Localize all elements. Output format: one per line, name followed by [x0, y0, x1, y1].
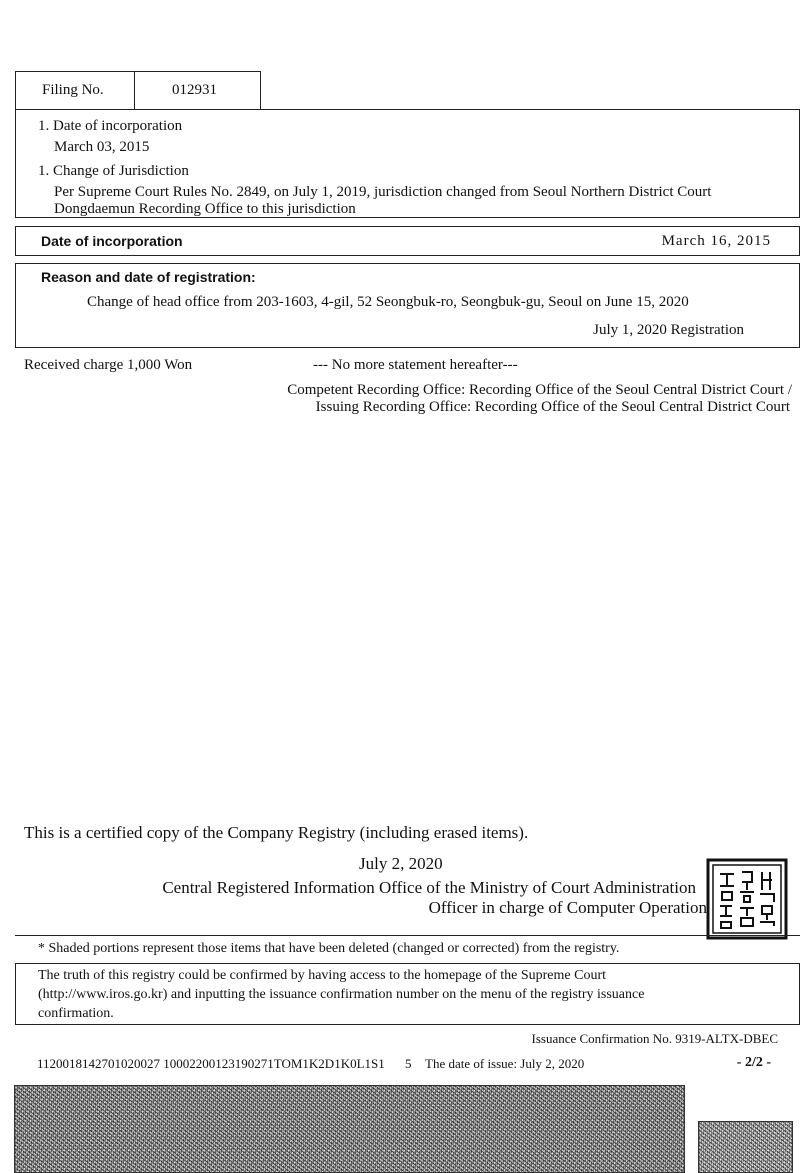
- official-seal-icon: [706, 858, 788, 940]
- truth-line1: The truth of this registry could be confirmed by having access to the homepage of the Supreme Court: [38, 968, 607, 983]
- incorporation-box: [15, 226, 800, 256]
- page-number: - 2/2 -: [736, 1055, 771, 1070]
- certification-date: July 2, 2020: [359, 854, 443, 873]
- security-barcode-icon: [14, 1085, 685, 1173]
- certified-statement: This is a certified copy of the Company Registry (including erased items).: [24, 823, 529, 842]
- registration-reason: Change of head office from 203-1603, 4-gil, 52 Seongbuk-ro, Seongbuk-gu, Seoul on June 15, 2020: [87, 294, 689, 310]
- filing-box: [15, 71, 261, 110]
- shaded-note: * Shaded portions represent those items that have been deleted (changed or corrected) from the registry.: [38, 941, 620, 956]
- certification-office: Central Registered Information Office of the Ministry of Court Administration: [162, 878, 696, 897]
- competent-office: Competent Recording Office: Recording Office of the Seoul Central District Court /: [287, 382, 792, 398]
- history-box: [15, 109, 800, 218]
- truth-line3: confirmation.: [38, 1006, 114, 1021]
- registration-box: [15, 263, 800, 348]
- copy-number: 5: [405, 1056, 412, 1071]
- filing-number: 012931: [172, 82, 217, 98]
- no-more-statement: --- No more statement hereafter---: [313, 357, 518, 373]
- incorporation-history-title: 1. Date of incorporation: [38, 118, 183, 134]
- issue-date: The date of issue: July 2, 2020: [425, 1056, 585, 1071]
- jurisdiction-line1: Per Supreme Court Rules No. 2849, on July 1, 2019, jurisdiction changed from Seoul Northern District Court: [54, 184, 712, 200]
- registration-label: Reason and date of registration:: [41, 269, 256, 285]
- certification-officer: Officer in charge of Computer Operation: [428, 898, 707, 917]
- filing-label: Filing No.: [42, 82, 104, 98]
- issuance-code: 1120018142701020027 10002200123190271TOM1K2D1K0L1S1: [37, 1056, 385, 1071]
- registration-date: July 1, 2020 Registration: [593, 322, 744, 338]
- small-barcode-icon: [698, 1121, 793, 1173]
- incorporation-history-date: March 03, 2015: [54, 139, 150, 155]
- issuing-office: Issuing Recording Office: Recording Office of the Seoul Central District Court: [315, 399, 790, 415]
- incorporation-date: March 16, 2015: [661, 233, 771, 249]
- jurisdiction-title: 1. Change of Jurisdiction: [38, 163, 189, 179]
- truth-box: [15, 963, 800, 1025]
- issuance-confirmation: Issuance Confirmation No. 9319-ALTX-DBEC: [531, 1031, 778, 1046]
- truth-line2: (http://www.iros.go.kr) and inputting the issuance confirmation number on the menu of the registry issuance: [38, 987, 645, 1002]
- received-charge: Received charge 1,000 Won: [24, 357, 193, 373]
- top-rule: [15, 935, 800, 936]
- jurisdiction-line2: Dongdaemun Recording Office to this jurisdiction: [54, 201, 356, 217]
- incorporation-label: Date of incorporation: [41, 233, 183, 249]
- filing-divider: [134, 72, 135, 109]
